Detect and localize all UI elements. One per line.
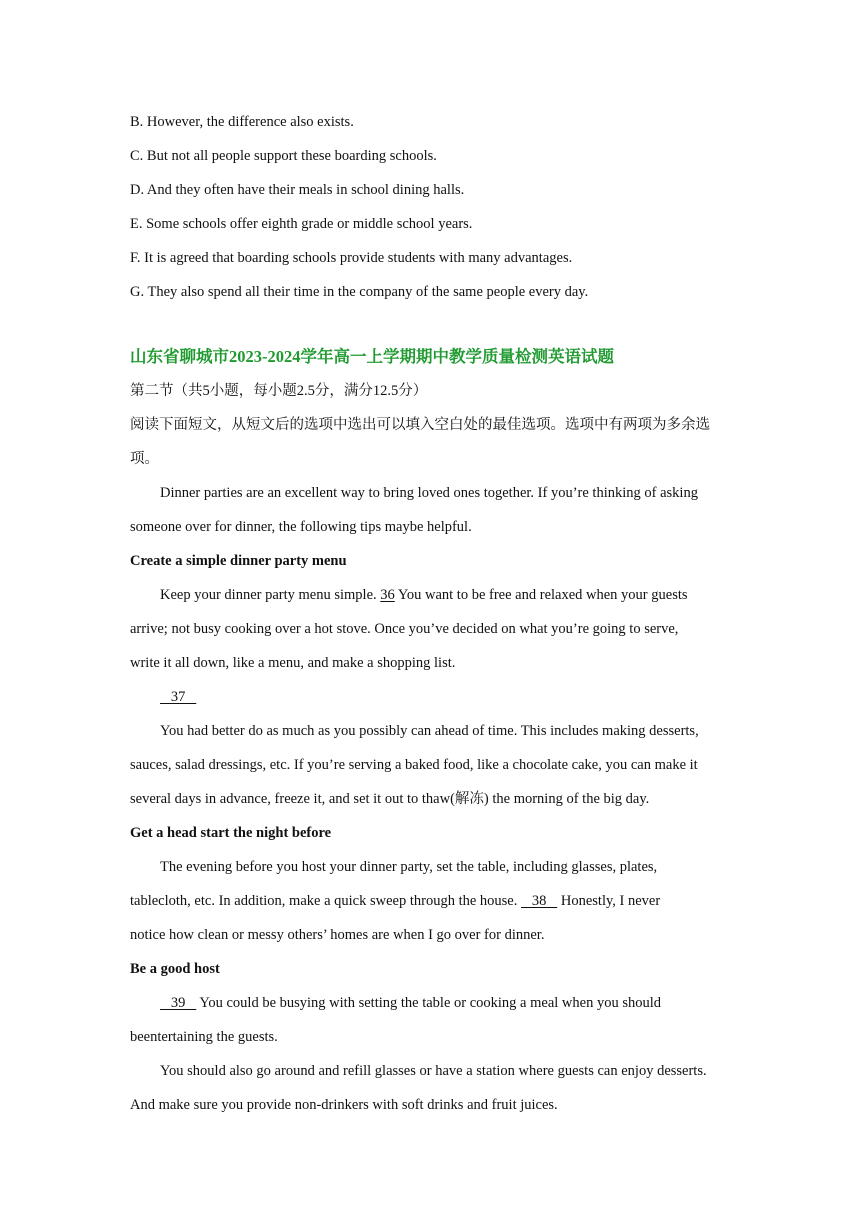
section-subtitle: 第二节（共5小题，每小题2.5分，满分12.5分）	[130, 383, 428, 399]
instruction-line-2: 项。	[130, 451, 159, 467]
paragraph-5-line-1: You should also go around and refill glasses or have a station where guests can enjoy desserts.	[160, 1063, 707, 1079]
option-f: F. It is agreed that boarding schools provide students with many advantages.	[130, 250, 573, 266]
heading-menu: Create a simple dinner party menu	[130, 553, 347, 569]
paragraph-3-line-3: notice how clean or messy others’ homes are when I go over for dinner.	[130, 927, 545, 943]
intro-line-1: Dinner parties are an excellent way to bring loved ones together. If you’re thinking of asking	[160, 485, 698, 501]
text-segment: Honestly, I never	[557, 893, 661, 909]
paragraph-2-line-2: sauces, salad dressings, etc. If you’re serving a baked food, like a chocolate cake, you can make it	[130, 757, 698, 773]
intro-line-2: someone over for dinner, the following tips maybe helpful.	[130, 519, 472, 535]
paragraph-4-line-2: beentertaining the guests.	[130, 1029, 278, 1045]
option-d: D. And they often have their meals in school dining halls.	[130, 182, 465, 198]
text-segment: You could be busying with setting the table or cooking a meal when you should	[196, 995, 662, 1011]
paragraph-3-line-2	[130, 891, 660, 911]
paragraph-1-line-1	[160, 585, 688, 605]
paragraph-5-line-2: And make sure you provide non-drinkers with soft drinks and fruit juices.	[130, 1097, 558, 1113]
text-segment: tablecloth, etc. In addition, make a quick sweep through the house.	[130, 893, 521, 909]
blank-36: 36	[380, 587, 395, 603]
instruction-line-1: 阅读下面短文，从短文后的选项中选出可以填入空白处的最佳选项。选项中有两项为多余选	[130, 417, 710, 433]
blank-39: 39	[160, 995, 197, 1011]
paragraph-1-line-3: write it all down, like a menu, and make a shopping list.	[130, 655, 456, 671]
option-b: B. However, the difference also exists.	[130, 114, 354, 130]
paragraph-3-line-1: The evening before you host your dinner party, set the table, including glasses, plates,	[160, 859, 658, 875]
option-c: C. But not all people support these boarding schools.	[130, 148, 437, 164]
option-e: E. Some schools offer eighth grade or middle school years.	[130, 216, 473, 232]
text-segment: You want to be free and relaxed when your guests	[394, 587, 688, 603]
heading-night-before: Get a head start the night before	[130, 825, 332, 841]
paragraph-2-line-3: several days in advance, freeze it, and set it out to thaw(解冻) the morning of the big day.	[130, 791, 650, 807]
paragraph-1-line-2: arrive; not busy cooking over a hot stove. Once you’ve decided on what you’re going to serve,	[130, 621, 679, 637]
option-g: G. They also spend all their time in the company of the same people every day.	[130, 284, 589, 300]
blank-38: 38	[520, 893, 558, 909]
blank-37: 37	[160, 689, 197, 705]
paragraph-2-line-1: You had better do as much as you possibly can ahead of time. This includes making desserts,	[160, 723, 699, 739]
text-segment: Keep your dinner party menu simple.	[160, 587, 381, 603]
section-title: 山东省聊城市2023-2024学年高一上学期期中教学质量检测英语试题	[130, 347, 614, 366]
blank-37-line	[160, 687, 196, 707]
heading-good-host: Be a good host	[130, 961, 220, 977]
paragraph-4-line-1	[160, 993, 661, 1013]
